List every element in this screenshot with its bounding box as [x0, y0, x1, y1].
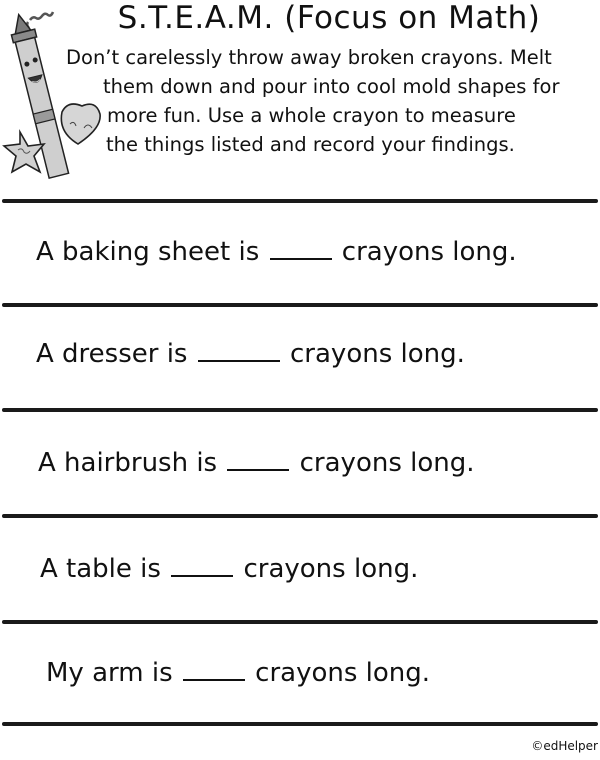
divider-line — [2, 408, 598, 412]
question-text: A baking sheet is — [36, 237, 260, 267]
worksheet-title: S.T.E.A.M. (Focus on Math) — [117, 0, 541, 36]
question-baking-sheet — [36, 236, 517, 268]
answer-blank[interactable] — [270, 236, 332, 260]
question-table — [40, 553, 418, 585]
question-unit: crayons long. — [255, 658, 431, 688]
instructions-line: them down and pour into cool mold shapes for — [103, 75, 560, 98]
answer-blank[interactable] — [198, 338, 280, 362]
instructions-line: the things listed and record your findings. — [106, 133, 515, 156]
divider-line — [2, 199, 598, 203]
divider-line — [2, 620, 598, 624]
worksheet-header — [0, 0, 600, 190]
divider-line — [2, 303, 598, 307]
divider-line — [2, 722, 598, 726]
copyright-notice: ©edHelper — [531, 739, 598, 753]
question-unit: crayons long. — [290, 339, 465, 369]
answer-blank[interactable] — [227, 447, 289, 471]
divider-line — [2, 514, 598, 518]
question-arm — [46, 657, 430, 689]
answer-blank[interactable] — [171, 553, 233, 577]
question-unit: crayons long. — [299, 448, 475, 478]
question-hairbrush — [38, 447, 475, 479]
answer-blank[interactable] — [183, 657, 245, 681]
question-unit: crayons long. — [341, 237, 517, 267]
question-unit: crayons long. — [243, 554, 419, 584]
question-text: A dresser is — [36, 339, 188, 369]
question-text: My arm is — [46, 658, 173, 688]
question-text: A hairbrush is — [38, 448, 218, 478]
instructions-line: more fun. Use a whole crayon to measure — [107, 104, 516, 127]
question-text: A table is — [40, 554, 161, 584]
instructions-line: Don’t carelessly throw away broken crayons. Melt — [66, 46, 552, 69]
question-dresser — [36, 338, 465, 370]
